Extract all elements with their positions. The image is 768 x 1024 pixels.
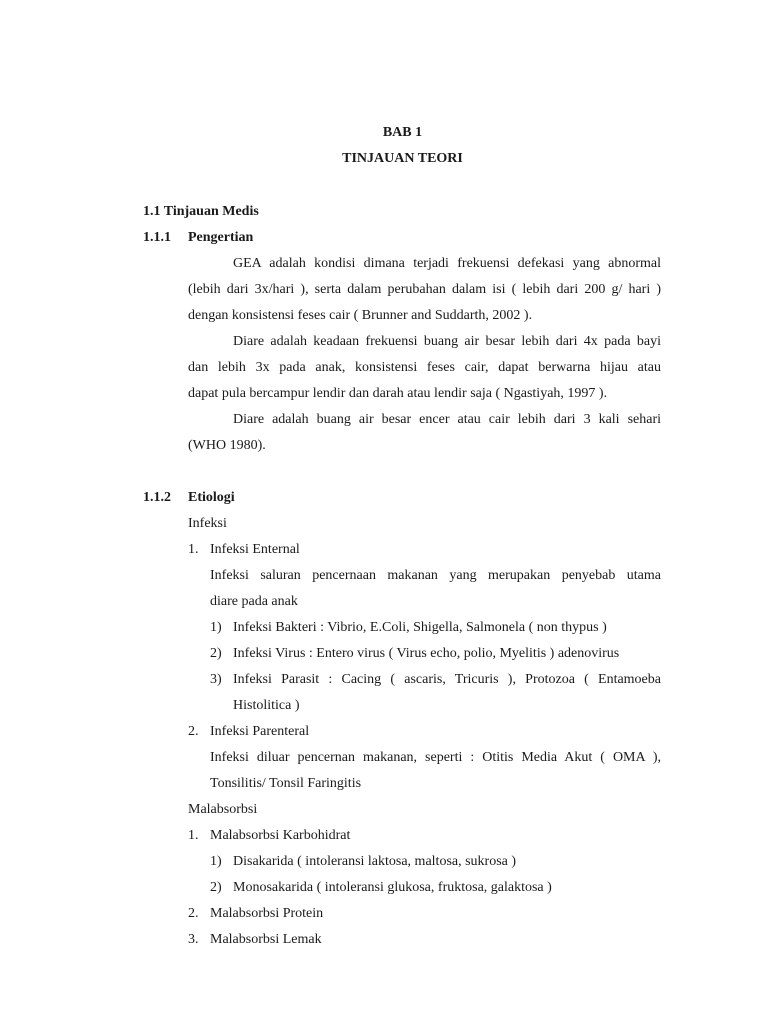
paragraph-line: dapat pula bercampur lendir dan darah atau lendir saja ( Ngastiyah, 1997 ). bbox=[188, 386, 608, 401]
list-description: diare pada anak bbox=[210, 594, 298, 609]
list-item: Infeksi Parenteral bbox=[210, 724, 310, 739]
list-item: Infeksi Enternal bbox=[210, 542, 300, 557]
subsection-number: 1.1.2 bbox=[143, 490, 171, 505]
sublist-item: Infeksi Virus : Entero virus ( Virus echo, polio, Myelitis ) adenovirus bbox=[233, 646, 620, 661]
sublist-item: Disakarida ( intoleransi laktosa, maltosa, sukrosa ) bbox=[233, 854, 517, 869]
sublist-item: Infeksi Bakteri : Vibrio, E.Coli, Shigella, Salmonela ( non thypus ) bbox=[233, 620, 607, 635]
chapter-number: BAB 1 bbox=[382, 125, 423, 140]
list-description: Infeksi saluran pencernaan makanan yang merupakan penyebab utama bbox=[210, 568, 661, 583]
section-heading: 1.1 Tinjauan Medis bbox=[143, 204, 259, 219]
list-number: 2. bbox=[188, 724, 199, 739]
chapter-title: TINJAUAN TEORI bbox=[342, 151, 463, 166]
category-label: Malabsorbsi bbox=[188, 802, 258, 817]
sublist-item: Infeksi Parasit : Cacing ( ascaris, Tricuris ), Protozoa ( Entamoeba bbox=[233, 672, 661, 687]
list-description: Tonsilitis/ Tonsil Faringitis bbox=[210, 776, 362, 791]
sublist-number: 1) bbox=[210, 620, 222, 635]
list-number: 1. bbox=[188, 542, 199, 557]
paragraph-line: Diare adalah keadaan frekuensi buang air besar lebih dari 4x pada bayi bbox=[233, 334, 661, 349]
list-item: Malabsorbsi Lemak bbox=[210, 932, 322, 947]
subsection-title: Etiologi bbox=[188, 490, 235, 505]
list-item: Malabsorbsi Protein bbox=[210, 906, 324, 921]
paragraph-line: (lebih dari 3x/hari ), serta dalam perubahan dalam isi ( lebih dari 200 g/ hari ) bbox=[188, 282, 661, 297]
paragraph-line: GEA adalah kondisi dimana terjadi frekuensi defekasi yang abnormal bbox=[233, 256, 661, 271]
subsection-title: Pengertian bbox=[188, 230, 254, 245]
paragraph-line: (WHO 1980). bbox=[188, 438, 266, 453]
subsection-number: 1.1.1 bbox=[143, 230, 171, 245]
sublist-item-continuation: Histolitica ) bbox=[233, 698, 300, 713]
list-number: 1. bbox=[188, 828, 199, 843]
sublist-number: 2) bbox=[210, 880, 222, 895]
list-number: 2. bbox=[188, 906, 199, 921]
sublist-item: Monosakarida ( intoleransi glukosa, fruktosa, galaktosa ) bbox=[233, 880, 552, 895]
paragraph-line: Diare adalah buang air besar encer atau cair lebih dari 3 kali sehari bbox=[233, 412, 661, 427]
list-item: Malabsorbsi Karbohidrat bbox=[210, 828, 351, 843]
list-number: 3. bbox=[188, 932, 199, 947]
category-label: Infeksi bbox=[188, 516, 227, 531]
sublist-number: 2) bbox=[210, 646, 222, 661]
list-description: Infeksi diluar pencernan makanan, seperti : Otitis Media Akut ( OMA ), bbox=[210, 750, 661, 765]
sublist-number: 1) bbox=[210, 854, 222, 869]
paragraph-line: dan lebih 3x pada anak, konsistensi feses cair, dapat berwarna hijau atau bbox=[188, 360, 661, 375]
sublist-number: 3) bbox=[210, 672, 222, 687]
paragraph-line: dengan konsistensi feses cair ( Brunner and Suddarth, 2002 ). bbox=[188, 308, 533, 323]
